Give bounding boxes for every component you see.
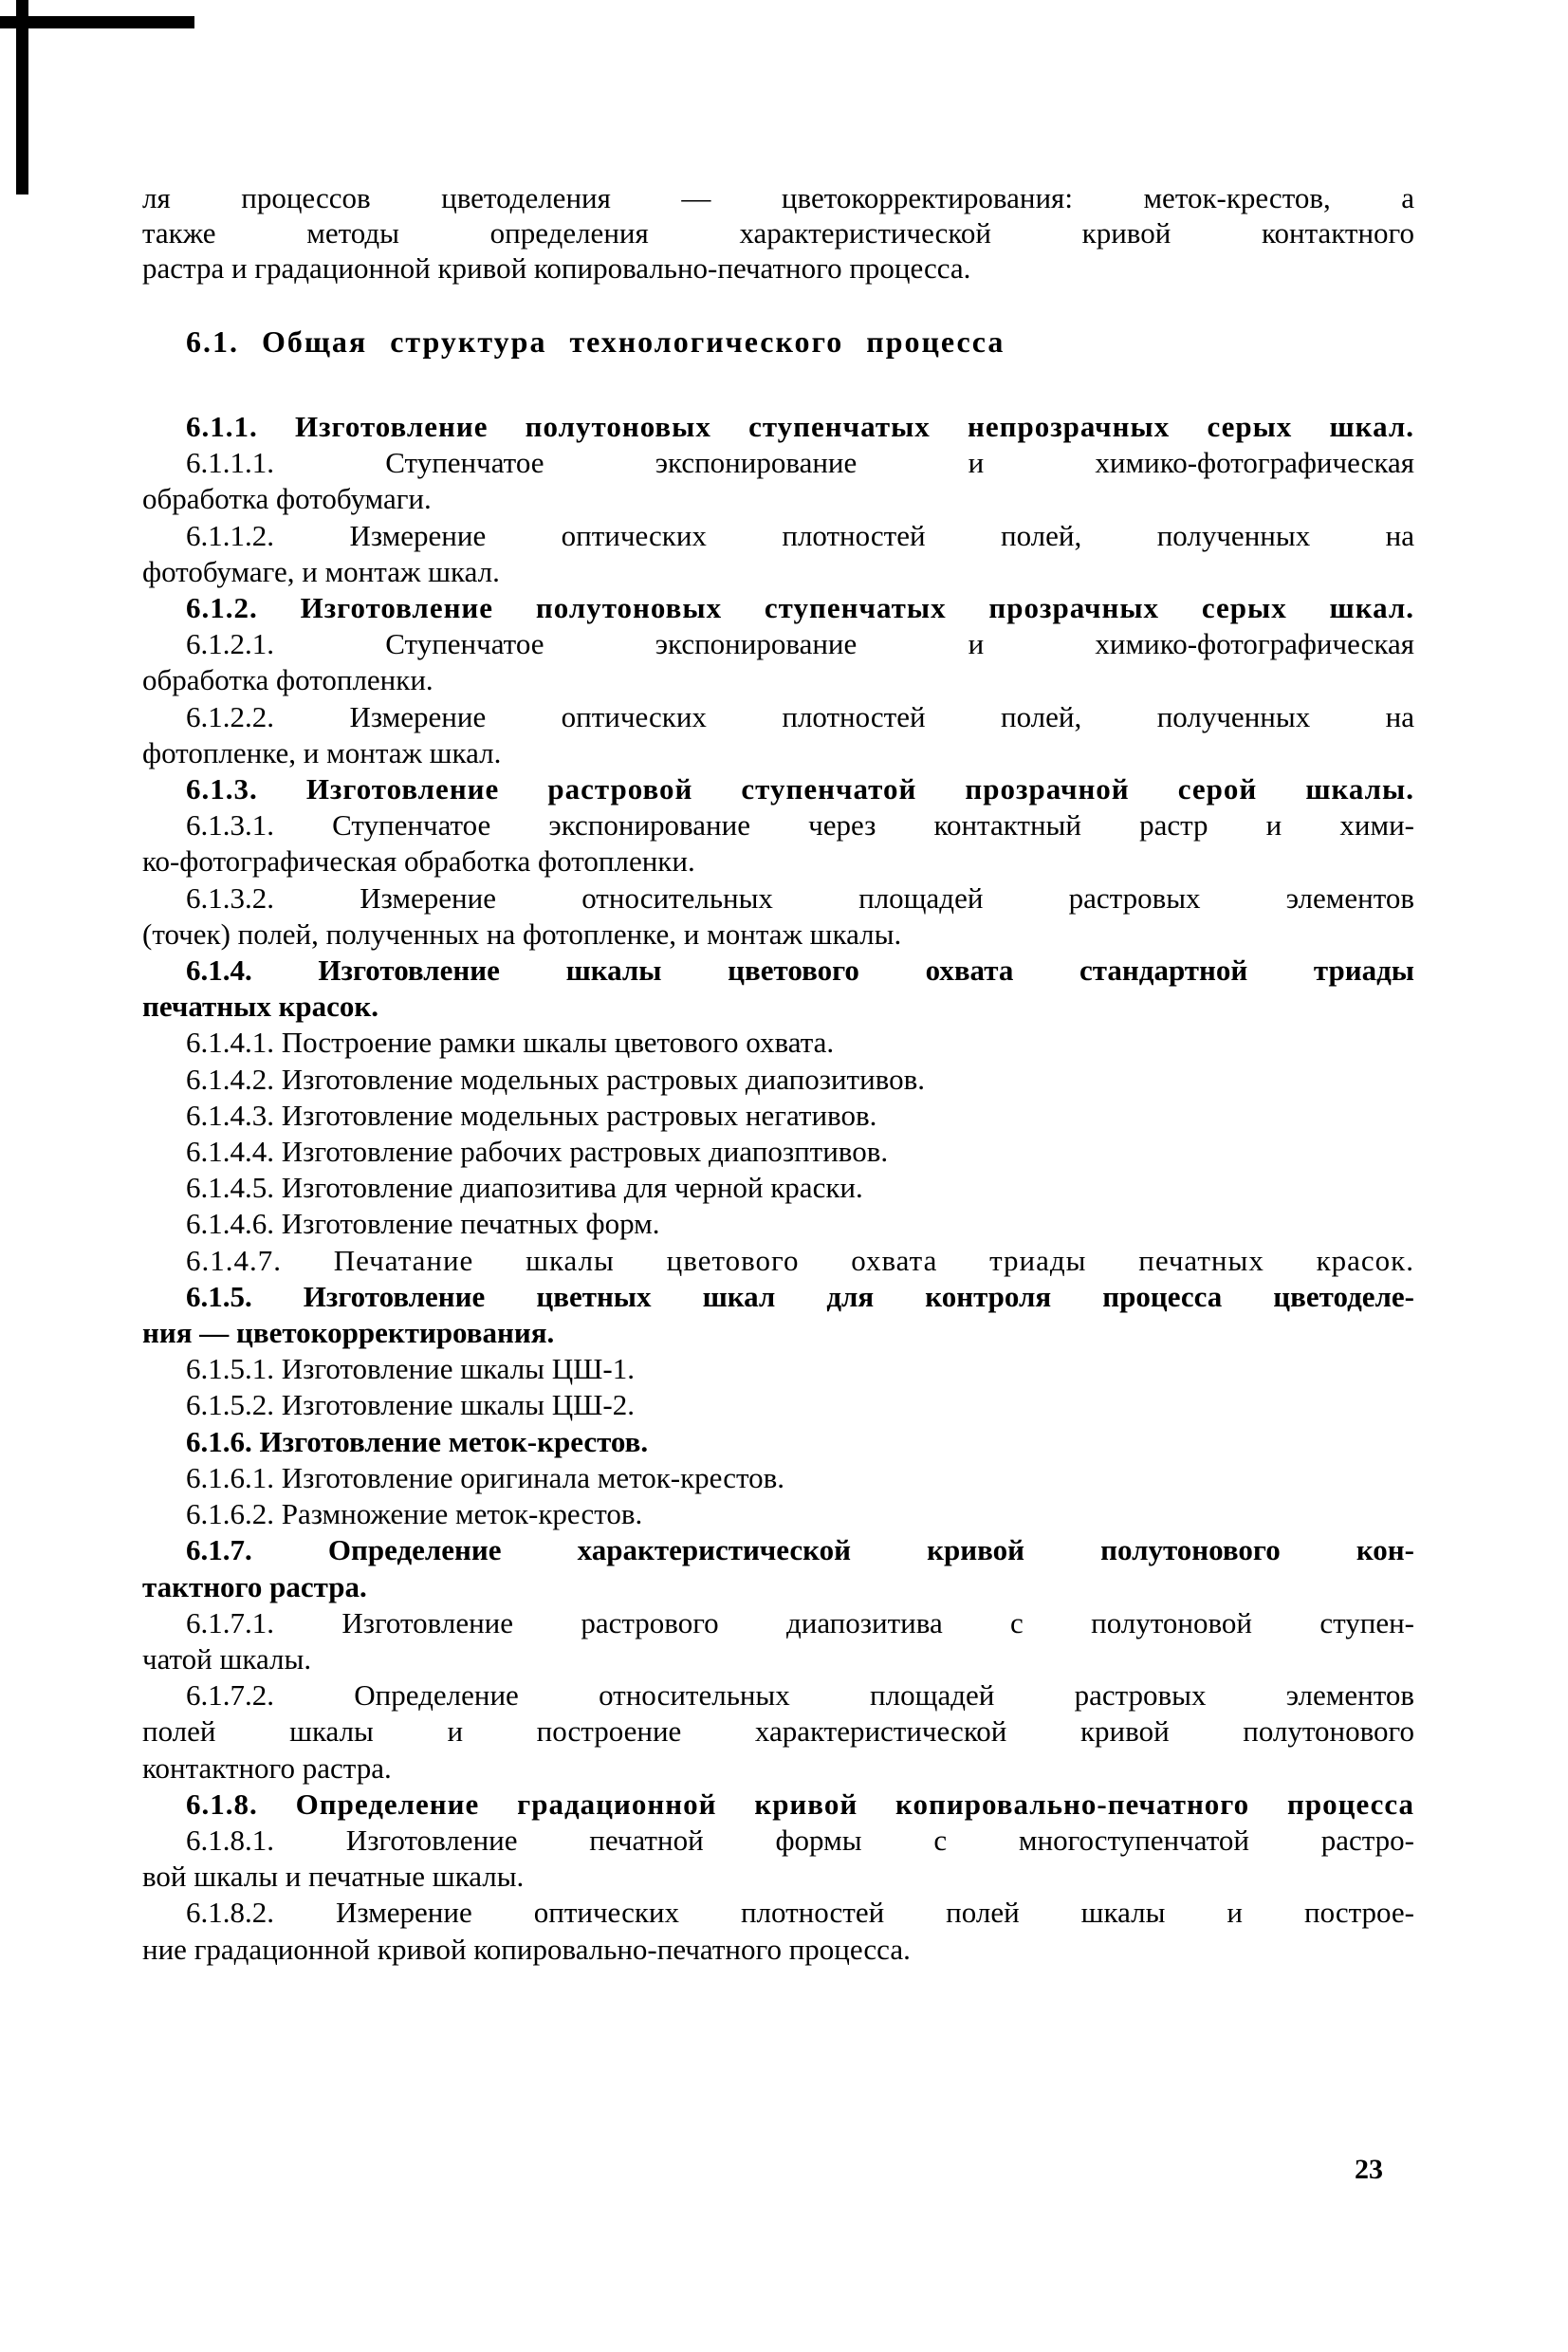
clause-line: (точек) полей, полученных на фотопленке, и монтаж шкалы. (142, 917, 902, 951)
clause-6.1.4 (142, 953, 1414, 1025)
clause-6.1.4.5 (142, 1170, 1414, 1206)
clause-line: фотобумаге, и монтаж шкал. (142, 554, 500, 588)
clause-6.1.4.1 (142, 1025, 1414, 1061)
clause-line: обработка фотобумаги. (142, 482, 432, 516)
clause-6.1.5.2 (142, 1387, 1414, 1423)
clause-6.1.3 (142, 771, 1414, 807)
clause-line: 6.1.3. Изготовление растровой ступенчатой прозрачной серой шкалы. (186, 772, 1414, 806)
intro-line: также методы определения характеристической кривой контактного (142, 216, 1414, 250)
clause-line: 6.1.7. Определение характеристической кривой полутонового кон- (186, 1533, 1414, 1567)
clause-line: 6.1.6.1. Изготовление оригинала меток-крестов. (186, 1460, 784, 1494)
clause-line: 6.1.7.1. Изготовление растрового диапозитива с полутоновой ступен- (186, 1605, 1414, 1639)
clause-line: 6.1.5.1. Изготовление шкалы ЦШ-1. (186, 1352, 635, 1386)
clause-line: 6.1.4.7. Печатание шкалы цветового охвата триады печатных красок. (186, 1243, 1414, 1277)
clause-6.1.6 (142, 1424, 1414, 1460)
clause-line: 6.1.4. Изготовление шкалы цветового охвата стандартной триады (186, 954, 1414, 988)
clause-6.1.8.2 (142, 1895, 1414, 1967)
clause-line: 6.1.2. Изготовление полутоновых ступенчатых прозрачных серых шкал. (186, 591, 1414, 625)
section-heading: 6.1. Общая структура технологического процесса (186, 324, 1005, 359)
clause-line: ния — цветокорректирования. (142, 1316, 555, 1350)
corner-registration-mark-vertical (16, 0, 28, 194)
clause-6.1.5 (142, 1279, 1414, 1351)
intro-line: ля процессов цветоделения — цветокорректирования: меток-крестов, а (142, 181, 1414, 214)
clause-line: 6.1.6.2. Размножение меток-крестов. (186, 1497, 643, 1531)
clause-line: обработка фотопленки. (142, 663, 434, 697)
clause-6.1.3.2 (142, 880, 1414, 953)
clause-line: 6.1.1.2. Измерение оптических плотностей полей, полученных на (186, 518, 1414, 552)
clause-line: чатой шкалы. (142, 1641, 312, 1676)
clause-line: 6.1.4.1. Построение рамки шкалы цветового охвата. (186, 1026, 835, 1060)
page-number: 23 (1355, 2154, 1383, 2185)
clause-line: печатных красок. (142, 990, 379, 1024)
clause-6.1.7 (142, 1532, 1414, 1604)
clause-line: 6.1.8.2. Измерение оптических плотностей полей шкалы и построе- (186, 1896, 1414, 1930)
clause-6.1.1 (142, 409, 1414, 445)
clause-line: ко-фотографическая обработка фотопленки. (142, 844, 695, 879)
clause-6.1.1.1 (142, 445, 1414, 517)
clause-line: 6.1.7.2. Определение относительных площадей растровых элементов (186, 1678, 1414, 1713)
clause-6.1.6.2 (142, 1496, 1414, 1532)
clause-line: 6.1.2.1. Ступенчатое экспонирование и химико-фотографическая (186, 627, 1414, 661)
clause-line: ние градационной кривой копировально-печатного процесса. (142, 1932, 911, 1966)
clause-line: 6.1.5.2. Изготовление шкалы ЦШ-2. (186, 1388, 635, 1422)
clause-6.1.8.1 (142, 1823, 1414, 1895)
clause-line: фотопленке, и монтаж шкал. (142, 735, 502, 769)
text-block (142, 180, 1414, 1968)
clause-line: 6.1.2.2. Измерение оптических плотностей полей, полученных на (186, 699, 1414, 733)
clause-line: вой шкалы и печатные шкалы. (142, 1860, 525, 1894)
clause-line: 6.1.4.5. Изготовление диапозитива для черной краски. (186, 1171, 863, 1205)
clause-line: 6.1.4.3. Изготовление модельных растровых негативов. (186, 1098, 877, 1132)
clause-line: полей шкалы и построение характеристической кривой полутонового (142, 1714, 1414, 1749)
clause-6.1.5.1 (142, 1351, 1414, 1387)
intro-line: растра и градационной кривой копировально-печатного процесса. (142, 251, 971, 285)
clause-line: 6.1.6. Изготовление меток-крестов. (186, 1424, 649, 1458)
clause-6.1.4.7 (142, 1243, 1414, 1279)
clause-6.1.4.4 (142, 1134, 1414, 1170)
clause-6.1.2.2 (142, 699, 1414, 771)
clause-line: 6.1.4.2. Изготовление модельных растровых диапозитивов. (186, 1062, 925, 1096)
clause-line: 6.1.3.1. Ступенчатое экспонирование через контактный растр и хими- (186, 808, 1414, 843)
clause-line: 6.1.4.4. Изготовление рабочих растровых диапозптивов. (186, 1135, 889, 1169)
clause-6.1.2.1 (142, 626, 1414, 698)
clause-list (142, 409, 1414, 1968)
clause-line: 6.1.8. Определение градационной кривой копировально-печатного процесса (186, 1787, 1414, 1821)
clause-6.1.1.2 (142, 518, 1414, 590)
clause-6.1.4.6 (142, 1206, 1414, 1242)
clause-line: 6.1.1.1. Ступенчатое экспонирование и химико-фотографическая (186, 446, 1414, 480)
clause-6.1.2 (142, 590, 1414, 626)
corner-registration-mark-horizontal (0, 16, 194, 28)
clause-line: тактного растра. (142, 1569, 367, 1603)
clause-6.1.7.2 (142, 1677, 1414, 1787)
clause-line: 6.1.3.2. Измерение относительных площадей растровых элементов (186, 880, 1414, 915)
clause-6.1.3.1 (142, 807, 1414, 880)
clause-6.1.8 (142, 1787, 1414, 1823)
intro-paragraph (142, 180, 1414, 286)
clause-6.1.4.3 (142, 1098, 1414, 1134)
clause-line: контактного растра. (142, 1750, 392, 1785)
clause-line: 6.1.8.1. Изготовление печатной формы с многоступенчатой растро- (186, 1823, 1414, 1857)
clause-line: 6.1.5. Изготовление цветных шкал для контроля процесса цветоделе- (186, 1279, 1414, 1313)
clause-6.1.6.1 (142, 1460, 1414, 1496)
clause-line: 6.1.1. Изготовление полутоновых ступенчатых непрозрачных серых шкал. (186, 410, 1414, 443)
clause-6.1.4.2 (142, 1062, 1414, 1098)
clause-line: 6.1.4.6. Изготовление печатных форм. (186, 1207, 660, 1241)
clause-6.1.7.1 (142, 1605, 1414, 1677)
